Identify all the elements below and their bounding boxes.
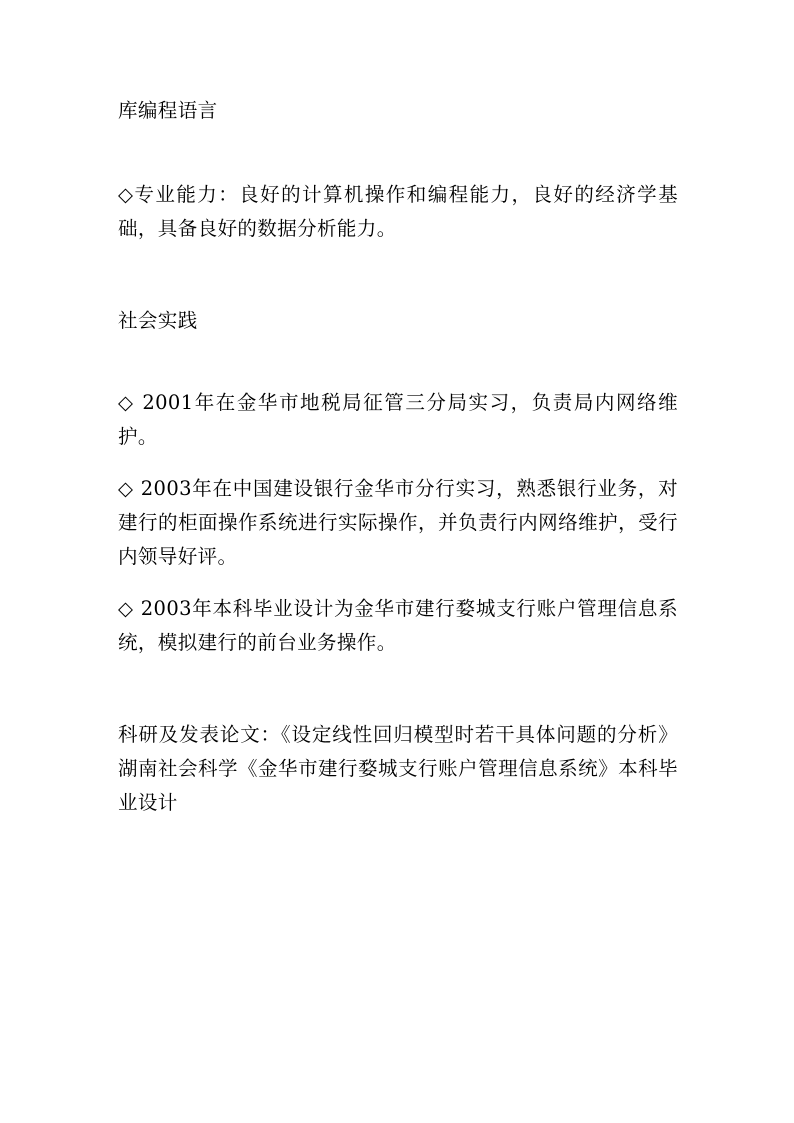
paragraph-professional-ability: ◇专业能力：良好的计算机操作和编程能力，良好的经济学基础，具备良好的数据分析能力。 [118,183,678,240]
paragraph-practice-2003-design: ◇ 2003年本科毕业设计为金华市建行婺城支行账户管理信息系统，模拟建行的前台业务操作。 [118,597,678,654]
paragraph-programming-language: 库编程语言 [118,99,218,122]
paragraph-research-publications: 科研及发表论文：《设定线性回归模型时若干具体问题的分析》湖南社会科学《金华市建行婺城支行账户管理信息系统》本科毕业设计 [118,723,678,814]
paragraph-practice-2003-bank: ◇ 2003年在中国建设银行金华市分行实习，熟悉银行业务，对建行的柜面操作系统进行实际操作，并负责行内网络维护，受行内领导好评。 [118,477,678,568]
paragraph-practice-2001: ◇ 2001年在金华市地税局征管三分局实习，负责局内网络维护。 [118,391,678,448]
heading-social-practice: 社会实践 [118,309,198,332]
